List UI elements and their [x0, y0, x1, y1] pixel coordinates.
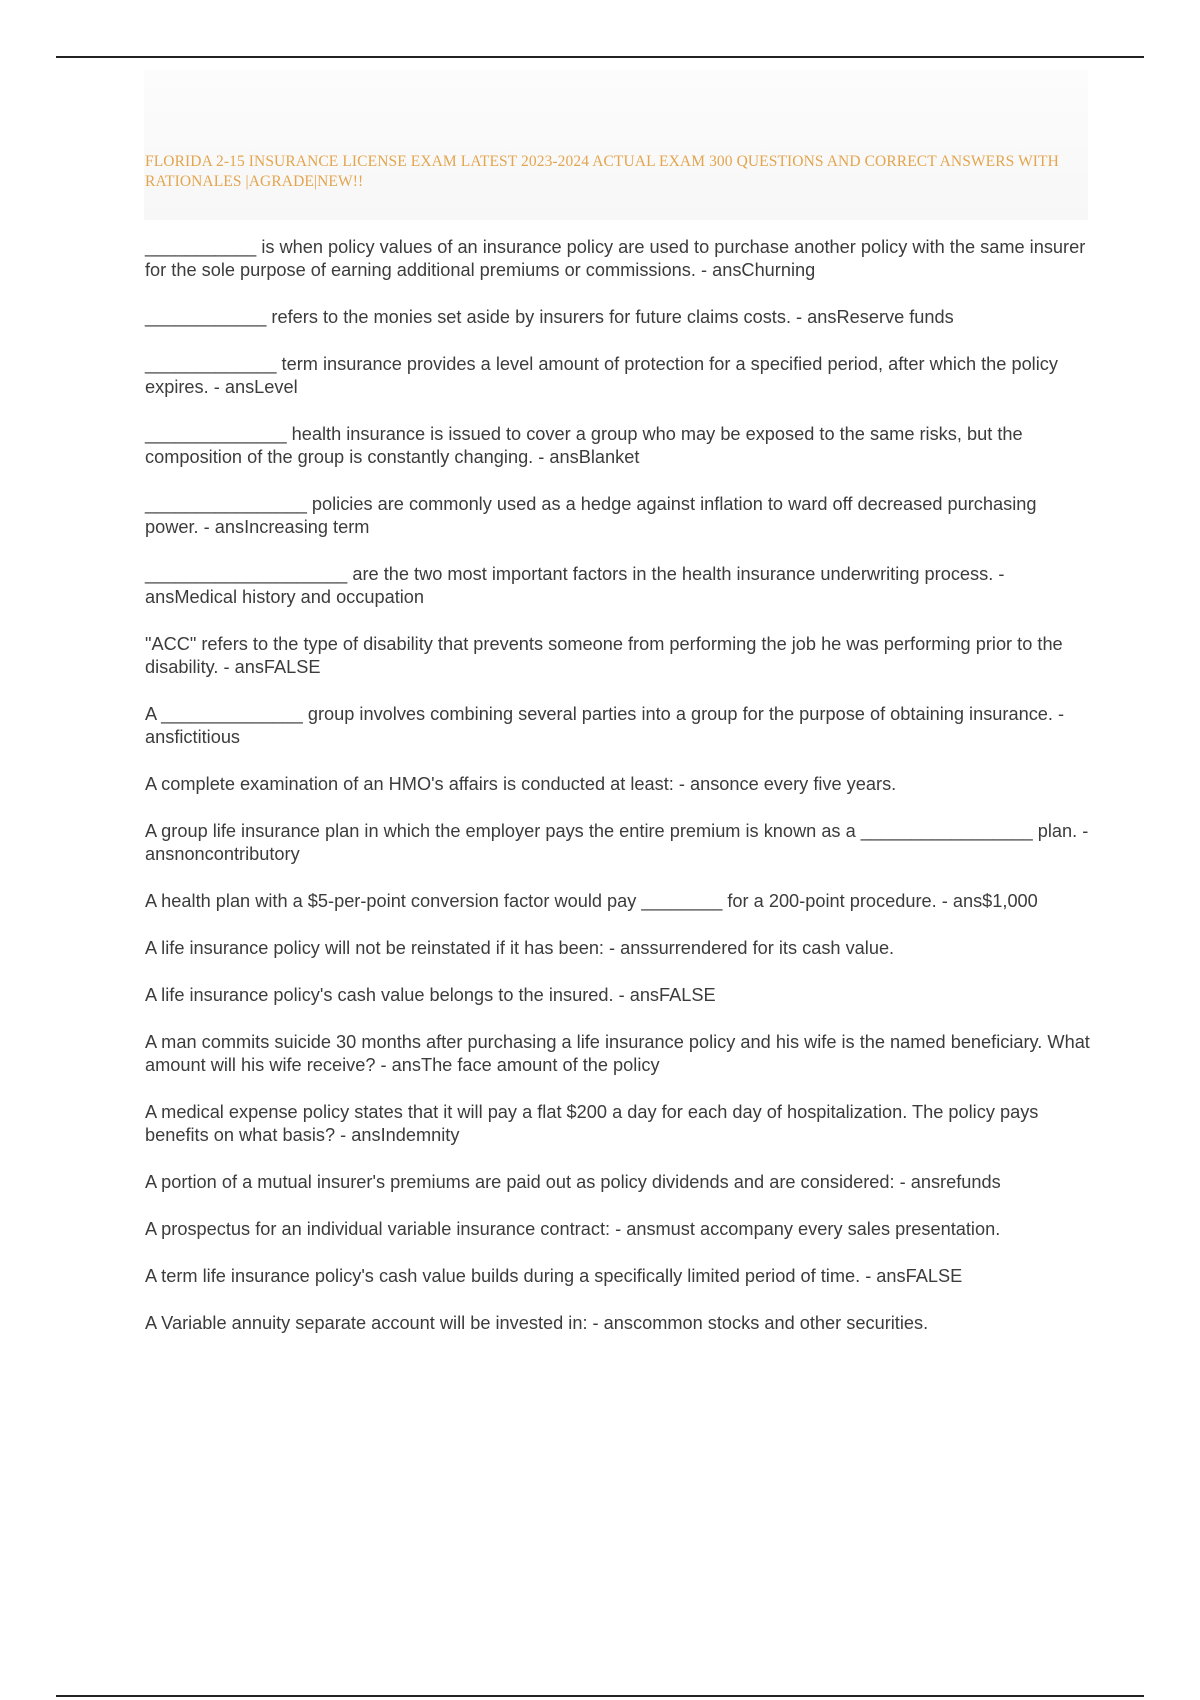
qa-item-10: A group life insurance plan in which the employer pays the entire premium is known as a _________________ plan. - ansnoncontributory [145, 821, 1094, 864]
qa-item-6: ____________________ are the two most important factors in the health insurance underwriting process. - ansMedical history and occupation [145, 564, 1010, 607]
qa-item-4: ______________ health insurance is issued to cover a group who may be exposed to the same risks, but the composition of the group is constantly changing. - ansBlanket [145, 424, 1028, 467]
title-banner [144, 70, 1088, 220]
qa-item-14: A man commits suicide 30 months after purchasing a life insurance policy and his wife is the named beneficiary. What amount will his wife receive? - ansThe face amount of the policy [145, 1032, 1095, 1075]
qa-item-12: A life insurance policy will not be reinstated if it has been: - anssurrendered for its cash value. [145, 938, 895, 958]
qa-item-13: A life insurance policy's cash value belongs to the insured. - ansFALSE [145, 985, 716, 1005]
qa-item-17: A prospectus for an individual variable insurance contract: - ansmust accompany every sales presentation. [145, 1219, 1001, 1239]
qa-item-2: ____________ refers to the monies set aside by insurers for future claims costs. - ansReserve funds [145, 307, 954, 327]
top-rule [56, 56, 1144, 58]
qa-item-9: A complete examination of an HMO's affairs is conducted at least: - ansonce every five years. [145, 774, 897, 794]
bottom-rule [56, 1695, 1144, 1697]
qa-item-7: "ACC" refers to the type of disability that prevents someone from performing the job he was performing prior to the disability. - ansFALSE [145, 634, 1068, 677]
qa-item-11: A health plan with a $5-per-point conversion factor would pay ________ for a 200-point procedure. - ans$1,000 [145, 891, 1038, 911]
qa-item-8: A ______________ group involves combining several parties into a group for the purpose of obtaining insurance. - ansfictitious [145, 704, 1070, 747]
qa-item-1: ___________ is when policy values of an insurance policy are used to purchase another policy with the same insurer for the sole purpose of earning additional premiums or commissions. - ansChurning [145, 237, 1091, 280]
qa-item-15: A medical expense policy states that it will pay a flat $200 a day for each day of hospitalization. The policy pays benefits on what basis? - ansIndemnity [145, 1102, 1044, 1145]
qa-item-16: A portion of a mutual insurer's premiums are paid out as policy dividends and are considered: - ansrefunds [145, 1172, 1001, 1192]
question-answer-list [145, 236, 1095, 1359]
qa-item-18: A term life insurance policy's cash value builds during a specifically limited period of time. - ansFALSE [145, 1266, 963, 1286]
qa-item-5: ________________ policies are commonly used as a hedge against inflation to ward off decreased purchasing power. - ansIncreasing term [145, 494, 1042, 537]
qa-item-3: _____________ term insurance provides a level amount of protection for a specified period, after which the policy expires. - ansLevel [145, 354, 1064, 397]
document-title: FLORIDA 2-15 INSURANCE LICENSE EXAM LATEST 2023-2024 ACTUAL EXAM 300 QUESTIONS AND CORRECT ANSWERS WITH RATIONALES |AGRADE|NEW!! [145, 153, 1059, 190]
qa-item-19: A Variable annuity separate account will be invested in: - anscommon stocks and other securities. [145, 1313, 929, 1333]
